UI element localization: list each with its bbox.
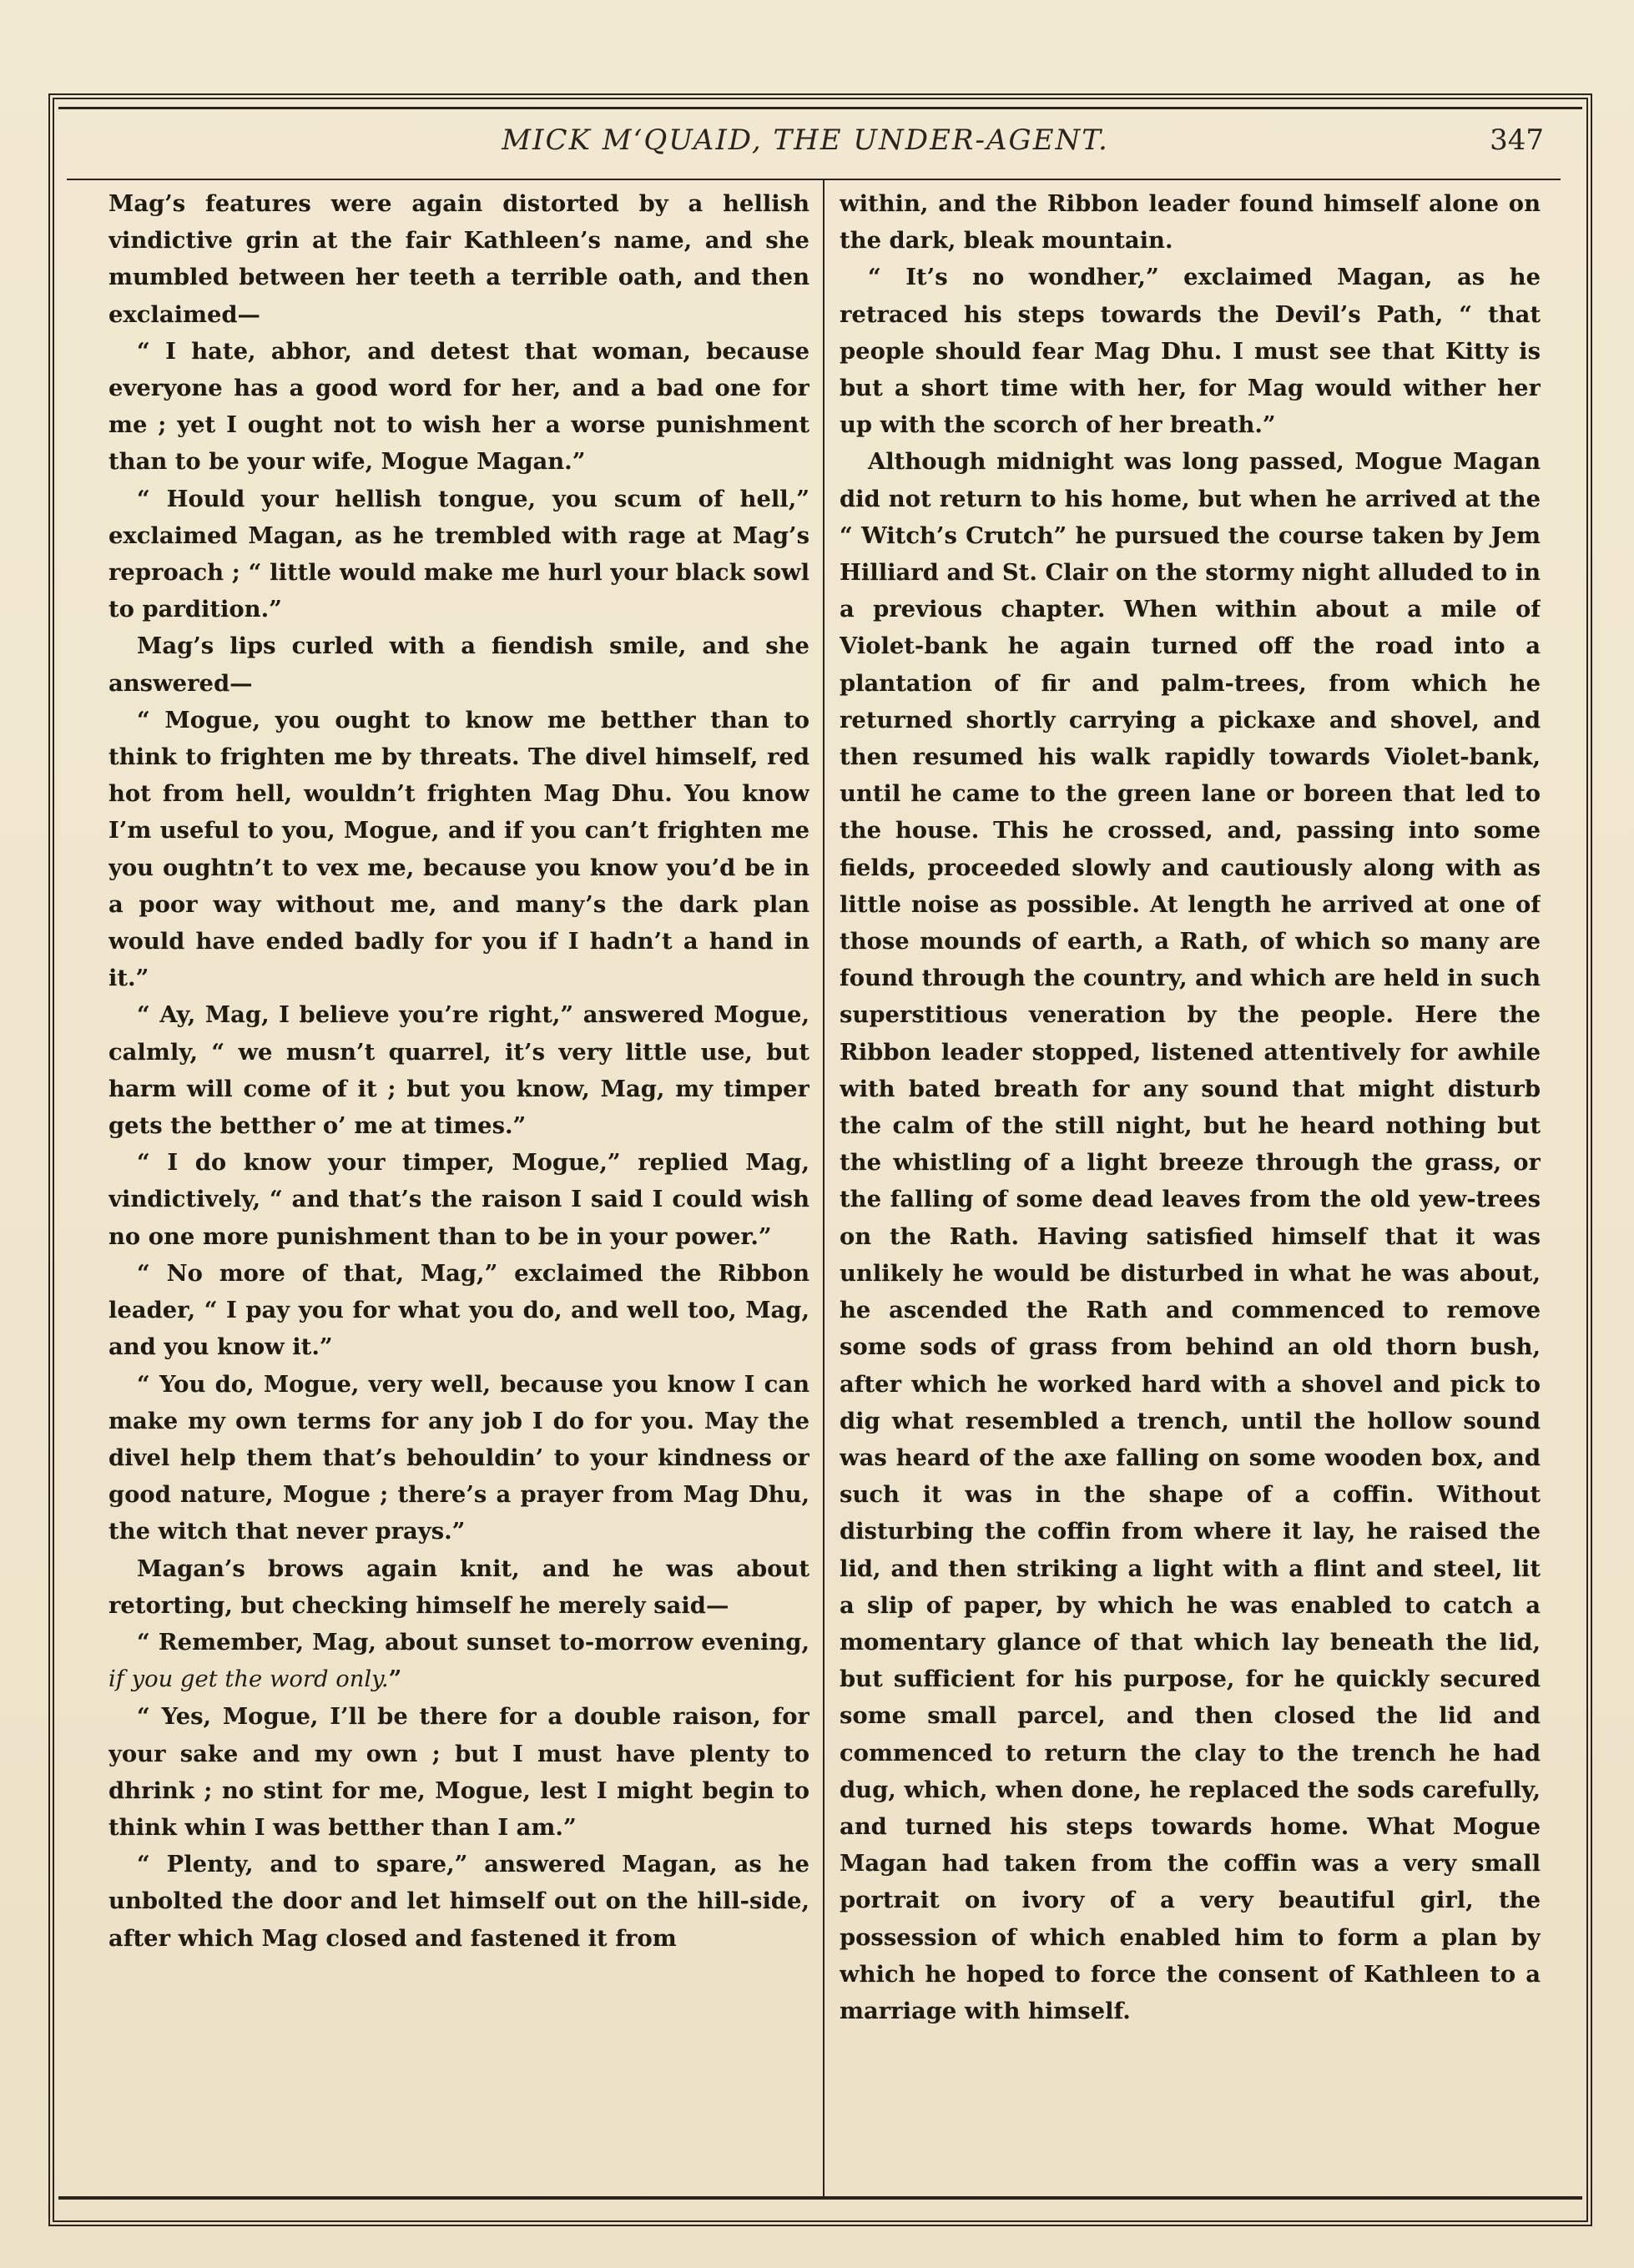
paragraph-text: Mag’s lips curled with a fiendish smile, and she answered— [108, 633, 809, 697]
paragraph [840, 443, 1541, 2029]
top-rule [58, 107, 1582, 109]
paragraph-text: “ Ay, Mag, I believe you’re right,” answered Mogue, calmly, “ we musn’t quarrel, it’s very little use, but harm will come of it ; but you know, Mag, my timper gets the betther o’ me at times.” [108, 1001, 809, 1140]
header-rule [67, 179, 1561, 180]
paragraph-text: “ Yes, Mogue, I’ll be there for a double raison, for your sake and my own ; but I must have plenty to dhrink ; no stint for me, Mogue, lest I might begin to think whin I was betther than I am.” [108, 1703, 809, 1841]
paragraph [108, 1698, 809, 1846]
page-header [67, 115, 1544, 174]
paragraph-text: within, and the Ribbon leader found himself alone on the dark, bleak mountain. [840, 190, 1541, 255]
page-number: 347 [1490, 123, 1544, 157]
paragraph [108, 1550, 809, 1624]
paragraph-text: “ It’s no wondher,” exclaimed Magan, as he retraced his steps towards the Devil’s Path, “ that people should fear Mag Dhu. I must see that Kitty is but a short time with her, for Mag would wither her up with the scorch of her breath.” [840, 264, 1541, 439]
column-divider [823, 179, 825, 2198]
paragraph [108, 1624, 809, 1698]
paragraph-text: Although midnight was long passed, Mogue Magan did not return to his home, but when he arrived at the “ Witch’s Crutch” he pursued the course taken by Jem Hilliard and St. Clair on the stormy night alluded to in a previous chapter. When within about a mile of Violet-bank he again turned off the road into a plantation of fir and palm-trees, from which he returned shortly carrying a pickaxe and shovel, and then resumed his walk rapidly towards Violet-bank, until he came to the green lane or boreen that led to the house. This he crossed, and, passing into some fields, proceeded slowly and cautiously along with as little noise as possible. At length he arrived at one of those mounds of earth, a Rath, of which so many are found through the country, and which are held in such superstitious veneration by the people. Here the Ribbon leader stopped, listened attentively for awhile with bated breath for any sound that might disturb the calm of the still night, but he heard nothing but the whistling of a light breeze through the grass, or the falling of some dead leaves from the old yew-trees on the Rath. Having satisfied himself that it was unlikely he would be disturbed in what he was about, he ascended the Rath and commenced to remove some sods of grass from behind an old thorn bush, after which he worked hard with a shovel and pick to dig what resembled a trench, until the hollow sound was heard of the axe falling on some wooden box, and such it was in the shape of a coffin. Without disturbing the coffin from where it lay, he raised the lid, and then striking a light with a flint and steel, lit a slip of paper, by which he was enabled to catch a momentary glance of that which lay beneath the lid, but sufficient for his purpose, for he quickly secured some small parcel, and then closed the lid and commenced to return the clay to the trench he had dug, which, when done, he replaced the sods carefully, and turned his steps towards home. What Mogue Magan had taken from the coffin was a very small portrait on ivory of a very beautiful girl, the possession of which enabled him to form a plan by which he hoped to force the consent of Kathleen to a marriage with himself. [840, 448, 1541, 2024]
paragraph [108, 702, 809, 997]
paragraph [840, 185, 1541, 259]
italic-text: if you get the word only. [108, 1666, 389, 1693]
paragraph-text: “ I hate, abhor, and detest that woman, because everyone has a good word for her, and a bad one for me ; yet I ought not to wish her a worse punishment than to be your wife, Mogue Magan.” [108, 337, 809, 476]
running-title: MICK M‘QUAID, THE UNDER-AGENT. [502, 123, 1109, 157]
paragraph [108, 996, 809, 1144]
paragraph [108, 1255, 809, 1366]
paragraph-text: “ Plenty, and to spare,” answered Magan, as he unbolted the door and let himself out on the hill-side, after which Mag closed and fastened it from [108, 1851, 809, 1952]
paragraph-text: “ No more of that, Mag,” exclaimed the Ribbon leader, “ I pay you for what you do, and well too, Mag, and you know it.” [108, 1259, 809, 1361]
paragraph [108, 185, 809, 333]
paragraph-text: “ You do, Mogue, very well, because you know I can make my own terms for any job I do for you. May the divel help them that’s behouldin’ to your kindness or good nature, Mogue ; there’s a prayer from Mag Dhu, the witch that never prays.” [108, 1370, 809, 1545]
paragraph-text: “ I do know your timper, Mogue,” replied Mag, vindictively, “ and that’s the raison I said I could wish no one more punishment than to be in your power.” [108, 1149, 809, 1250]
paragraph [840, 259, 1541, 443]
paragraph [108, 481, 809, 628]
bottom-rule [58, 2196, 1582, 2200]
right-column [840, 185, 1541, 2185]
closing-quote: ” [388, 1666, 402, 1693]
paragraph [108, 333, 809, 481]
paragraph [108, 627, 809, 701]
left-column [108, 185, 809, 2185]
paragraph-text: Mag’s features were again distorted by a hellish vindictive grin at the fair Kathleen’s name, and she mumbled between her teeth a terrible oath, and then exclaimed— [108, 190, 809, 328]
paragraph [108, 1366, 809, 1550]
paragraph-text: “ Remember, Mag, about sunset to-morrow evening, [137, 1628, 809, 1656]
paragraph [108, 1144, 809, 1255]
paragraph-text: Magan’s brows again knit, and he was about retorting, but checking himself he merely said— [108, 1555, 809, 1619]
paragraph-text: “ Hould your hellish tongue, you scum of hell,” exclaimed Magan, as he trembled with rage at Mag’s reproach ; “ little would make me hurl your black sowl to pardition.” [108, 485, 809, 623]
paragraph [108, 1846, 809, 1957]
paragraph-text: “ Mogue, you ought to know me betther than to think to frighten me by threats. The divel himself, red hot from hell, wouldn’t frighten Mag Dhu. You know I’m useful to you, Mogue, and if you can’t frighten me you oughtn’t to vex me, because you know you’d be in a poor way without me, and many’s the dark plan would have ended badly for you if I hadn’t a hand in it.” [108, 706, 809, 992]
